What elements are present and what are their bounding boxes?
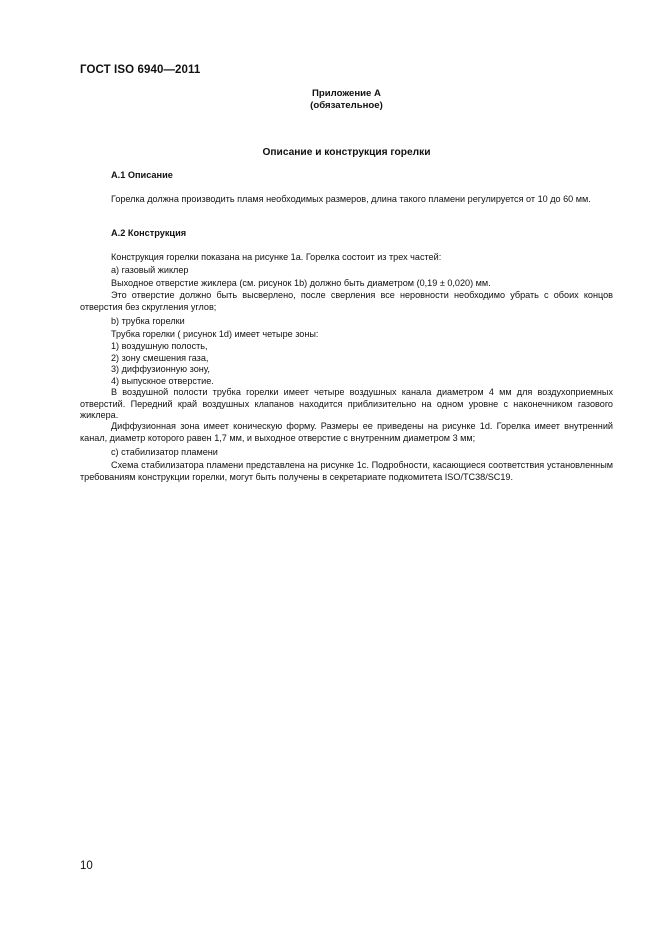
paragraph-air-cavity: В воздушной полости трубка горелки имеет четыре воздушных канала диаметром 4 мм для воздухоприемных отверстий. Передний край воздушных клапанов находится приблизительно на одном уровне с наконечником газового жиклера. [80,387,613,420]
paragraph-flame-stabilizer: Схема стабилизатора пламени представлена на рисунке 1с. Подробности, касающиеся соответствия установленным требованиям конструкции горелки, могут быть получены в секретариате подкомитета ISO/TC38/SC19. [80,460,613,482]
annex-status: (обязательное) [310,99,383,111]
zone-item: 4) выпускное отверстие. [111,375,214,386]
list-item-a: а) газовый жиклер [111,265,189,275]
paragraph-orifice-diameter: Выходное отверстие жиклера (см. рисунок 1b) должно быть диаметром (0,19 ± 0,020) мм. [111,278,491,288]
annex-header [0,88,661,111]
zone-item: 2) зону смешения газа, [111,352,209,363]
annex-title: Приложение А [312,88,381,99]
section-a1-title: А.1 Описание [111,170,173,180]
standard-designation: ГОСТ ISO 6940—2011 [80,64,201,76]
section-a2-title: А.2 Конструкция [111,228,187,238]
zone-item: 3) диффузионную зону, [111,364,210,374]
section-a1-paragraph: Горелка должна производить пламя необходимых размеров, длина такого пламени регулируется от 10 до 60 мм. [111,194,591,204]
list-item-c: с) стабилизатор пламени [111,447,218,457]
page-number: 10 [80,860,93,872]
zone-item: 1) воздушную полость, [111,341,208,351]
section-a2-intro: Конструкция горелки показана на рисунке 1а. Горелка состоит из трех частей: [111,252,442,262]
paragraph-zones-intro: Трубка горелки ( рисунок 1d) имеет четыре зоны: [111,329,319,339]
main-heading: Описание и конструкция горелки [262,147,431,158]
paragraph-drilling: Это отверстие должно быть высверлено, после сверления все неровности необходимо убрать с обоих концов отверстия без скругления углов; [80,290,613,312]
paragraph-diffusion-zone: Диффузионная зона имеет коническую форму. Размеры ее приведены на рисунке 1d. Горелка имеет внутренний канал, диаметр которого равен 1,7 мм, и выходное отверстие с внутренним диаметром 3 мм; [80,421,613,443]
list-item-b: b) трубка горелки [111,316,185,326]
